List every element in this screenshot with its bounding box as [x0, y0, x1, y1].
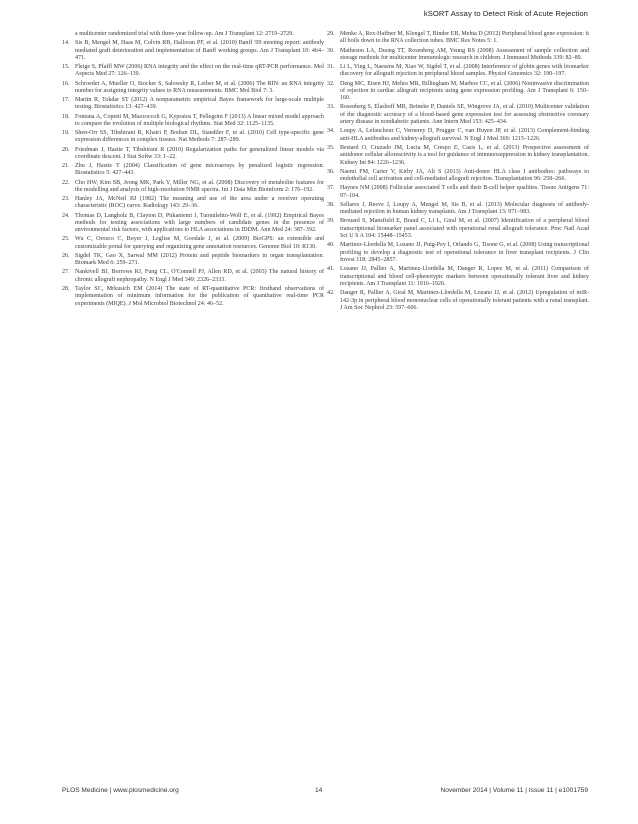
reference-text: Zhu J, Hastie T (2004) Classification of gene microarrays by penalized logistic regression. Biostatistics 5: 427–443.	[75, 163, 324, 177]
reference-number: 37.	[327, 185, 335, 192]
reference-text: Fleige S, Pfaffl MW (2006) RNA integrity and the effect on the real-time qRT-PCR performance. Mol Aspects Med 27: 126–139.	[75, 64, 324, 78]
reference-text: Matheson LA, Duong TT, Rosenberg AM, Yeung RS (2008) Assessment of sample collection and storage methods for multicenter immunologic research in children. J Immunol Methods 339: 82–89.	[340, 47, 589, 61]
reference-number: 29.	[327, 31, 335, 37]
reference-text: Wu C, Orozco C, Boyer J, Leglise M, Goodale J, et al. (2009) BioGPS: an extensible and customizable portal for querying and organizing gene annotation resources. Genome Biol 10: R130.	[75, 236, 324, 250]
reference-item	[62, 269, 324, 284]
reference-number: 31.	[327, 64, 335, 70]
reference-text: Brouard S, Mansfield E, Braud C, Li L, Giral M, et al. (2007) Identification of a peripheral blood transcriptional biomarker panel associated with operational renal allograft tolerance. Proc Natl Acad Sci U S A 104: 15448–15453.	[340, 218, 589, 240]
reference-item	[62, 286, 324, 308]
reference-item	[327, 169, 589, 184]
reference-list-left-column	[62, 31, 324, 310]
reference-number: 20.	[62, 146, 70, 153]
reference-text: Sigdel TK, Gao X, Sarwal MM (2012) Protein and peptide biomarkers in organ transplantation. Biomark Med 6: 259–271.	[75, 252, 324, 267]
reference-text: Cho HW, Kim SB, Jeong MK, Park Y, Miller NG, et al. (2008) Discovery of metabolite features for the modelling and analysis of high-resolution NMR spectra. Int J Data Min Bioinform 2: 176–192.	[75, 179, 324, 193]
reference-number: 16.	[62, 80, 70, 87]
reference-text: Danger R, Pallier A, Giral M, Martinez-Llordella M, Lozano JJ, et al. (2012) Upregulation of miR-142-3p in peripheral blood mononuclear cells of operationally tolerant patients with a renal transplant. J Am Soc Nephrol 23: 597–606.	[340, 290, 589, 312]
reference-number: 18.	[62, 113, 70, 120]
reference-item	[62, 114, 324, 129]
reference-item	[62, 81, 324, 96]
reference-text: Friedman J, Hastie T, Tibshirani R (2010) Regularization paths for generalized linear models via coordinate descent. J Stat Softw 33: 1–22.	[75, 146, 324, 160]
reference-item	[327, 218, 589, 240]
reference-text: Menke A, Rex-Haffner M, Klengel T, Binder EB, Mehta D (2012) Peripheral blood gene expression: it all boils down to the RNA collection tubes. BMC Res Notes 5: 1.	[340, 31, 589, 45]
reference-item	[327, 145, 589, 167]
reference-text: Nankivell BJ, Borrows RJ, Fung CL, O'Connell PJ, Allen RD, et al. (2003) The natural history of chronic allograft nephropathy. N Engl J Med 349: 2326–2333.	[75, 269, 324, 283]
footer-page-number: 14	[315, 787, 323, 794]
reference-item	[327, 31, 589, 46]
reference-text: Naemi FM, Carter V, Kirby JA, Ali S (2013) Anti-donor HLA class I antibodies: pathways to endothelial cell activation and cell-mediated allograft rejection. Transplantation 96: 258–266.	[340, 168, 589, 183]
reference-text: Shen-Orr SS, Tibshirani R, Khatri P, Bodian DL, Staedtler F, et al. (2010) Cell type-specific gene expression differences in complex tissues. Nat Methods 7: 287–289.	[75, 130, 324, 144]
reference-item	[62, 147, 324, 162]
reference-item	[62, 236, 324, 251]
reference-text: Bestard O, Cruzado JM, Lucia M, Crespo E, Casis L, et al. (2013) Prospective assessment of antidonor cellular alloreactivity is a tool for guidance of immunosuppression in kidney transplantation. Kidney Int 84: 1226–1236.	[340, 144, 589, 166]
footer-issue-info: November 2014 | Volume 11 | Issue 11 | e1001759	[440, 787, 588, 794]
reference-item	[62, 64, 324, 79]
reference-text: Sis B, Mengel M, Haas M, Colvin RB, Halloran PF, et al. (2010) Banff '09 meeting report: antibody mediated graft deterioration and implementation of Banff working groups. Am J Transplant 10: 464–471.	[75, 40, 324, 61]
reference-item	[62, 130, 324, 145]
reference-number: 32.	[327, 80, 335, 87]
reference-item	[327, 104, 589, 126]
reference-list-right-column	[327, 31, 589, 314]
reference-text: Schroeder A, Mueller O, Stocker S, Salowsky R, Leiber M, et al. (2006) The RIN: an RNA integrity number for assigning integrity values to RNA measurements. BMC Mol Biol 7: 3.	[75, 80, 324, 94]
reference-item	[62, 253, 324, 268]
reference-number: 21.	[62, 163, 70, 169]
reference-number: 22.	[62, 179, 70, 186]
reference-number: 23.	[62, 196, 70, 202]
reference-number: 41.	[327, 266, 335, 273]
reference-text: Rosenberg S, Elashoff MR, Beineke P, Daniels SE, Wingrove JA, et al. (2010) Multicenter validation of the diagnostic accuracy of a blood-based gene expression test for assessing obstructive coronary artery disease in nondiabetic patients. Ann Intern Med 153: 425–434.	[340, 104, 589, 126]
running-title: kSORT Assay to Detect Risk of Acute Rejection	[423, 9, 588, 18]
reference-item	[62, 213, 324, 235]
reference-number: 36.	[327, 168, 335, 175]
reference-number: 28.	[62, 285, 70, 292]
reference-text: Sellares J, Reeve J, Loupy A, Mengel M, Sis B, et al. (2013) Molecular diagnosis of antibody-mediated rejection in human kidney transplants. Am J Transplant 13: 971–983.	[340, 201, 589, 216]
reference-number: 15.	[62, 64, 70, 70]
reference-number: 35.	[327, 144, 335, 151]
reference-text: Deng MC, Eisen HJ, Mehra MR, Billingham M, Marboe CC, et al. (2006) Noninvasive discrimination of rejection in cardiac allograft recipients using gene expression profiling. Am J Transplant 6: 150–160.	[340, 80, 589, 102]
reference-number: 24.	[62, 212, 70, 219]
reference-item	[327, 290, 589, 312]
reference-number: 33.	[327, 104, 335, 111]
reference-number: 34.	[327, 128, 335, 135]
reference-text: a multicenter randomized trial with three-year follow-up. Am J Transplant 12: 2719–2729.	[75, 31, 294, 37]
reference-item	[327, 128, 589, 143]
reference-number: 30.	[327, 47, 335, 54]
footer-journal: PLOS Medicine | www.plosmedicine.org	[62, 787, 179, 794]
reference-item	[62, 40, 324, 62]
reference-text: Lozano JJ, Pallier A, Martinez-Llordella M, Danger R, Lopez M, et al. (2011) Comparison of transcriptional and blood cell-phenotypic markers between operationally tolerant liver and kidney recipients. Am J Transplant 11: 1916–1926.	[340, 266, 589, 288]
reference-number: 40.	[327, 242, 335, 249]
reference-number: 26.	[62, 252, 70, 259]
reference-text: Loupy A, Lefaucheur C, Vernerey D, Prugger C, van Huyen JP, et al. (2013) Complement-binding anti-HLA antibodies and kidney-allograft survival. N Engl J Med 369: 1215–1226.	[340, 128, 589, 142]
reference-item	[327, 48, 589, 63]
reference-text: Martinez-Llordella M, Lozano JJ, Puig-Pey I, Orlando G, Tisone G, et al. (2008) Using transcriptional profiling to develop a diagnostic test of operational tolerance in liver transplant recipients. J Clin Invest 118: 2845–2857.	[340, 242, 589, 264]
reference-item	[62, 196, 324, 211]
reference-item	[327, 81, 589, 103]
reference-text: Hanley JA, McNeil BJ (1982) The meaning and use of the area under a receiver operating characteristic (ROC) curve. Radiology 143: 29–36.	[75, 196, 324, 210]
reference-item	[62, 97, 324, 112]
reference-text: Li L, Ying L, Naesens M, Xiao W, Sigdel T, et al. (2008) Interference of globin genes with biomarker discovery for allograft rejection in peripheral blood samples. Physiol Genomics 32: 190–197.	[340, 64, 589, 78]
reference-text: Haynes NM (2008) Follicular associated T cells and their B-cell helper qualities. Tissue Antigens 71: 97–104.	[340, 185, 589, 199]
reference-number: 19.	[62, 130, 70, 136]
reference-number: 38.	[327, 201, 335, 208]
reference-text: Fontana A, Copetti M, Mazzoccoli G, Kypraios T, Pellegrini F (2013) A linear mixed model approach to compare the evolution of multiple biological rhythms. Stat Med 32: 1125–1135.	[75, 113, 324, 127]
reference-item	[62, 163, 324, 178]
reference-text: Taylor SC, Mrkusich EM (2014) The state of RT-quantitative PCR: firsthand observations of implementation of minimum information for the publication of quantitative real-time PCR experiments (MIQE). J Mol Microbiol Biotechnol 24: 46–52.	[75, 285, 324, 307]
reference-item	[327, 64, 589, 79]
reference-item	[327, 242, 589, 264]
reference-number: 14.	[62, 40, 70, 47]
reference-item	[62, 31, 324, 38]
reference-number: 25.	[62, 236, 70, 243]
reference-number: 27.	[62, 269, 70, 276]
reference-item	[62, 180, 324, 195]
reference-number: 42.	[327, 290, 335, 297]
reference-item	[327, 202, 589, 217]
reference-number: 17.	[62, 97, 70, 103]
reference-item	[327, 266, 589, 288]
reference-text: Martin R, Tokdar ST (2012) A nonparametric empirical Bayes framework for large-scale multiple testing. Biostatistics 13: 427–439.	[75, 97, 324, 111]
reference-text: Thomas D, Langholz B, Clayton D, Pitkaniemi J, Tuomilehto-Wolf E, et al. (1992) Empirical Bayes methods for testing associations with large numbers of candidate genes in the presence of environmental risk factors, with applications to HLA associations in IDDM. Ann Med 24: 387–392.	[75, 212, 324, 234]
reference-number: 39.	[327, 218, 335, 225]
reference-item	[327, 185, 589, 200]
page-footer	[62, 787, 588, 797]
